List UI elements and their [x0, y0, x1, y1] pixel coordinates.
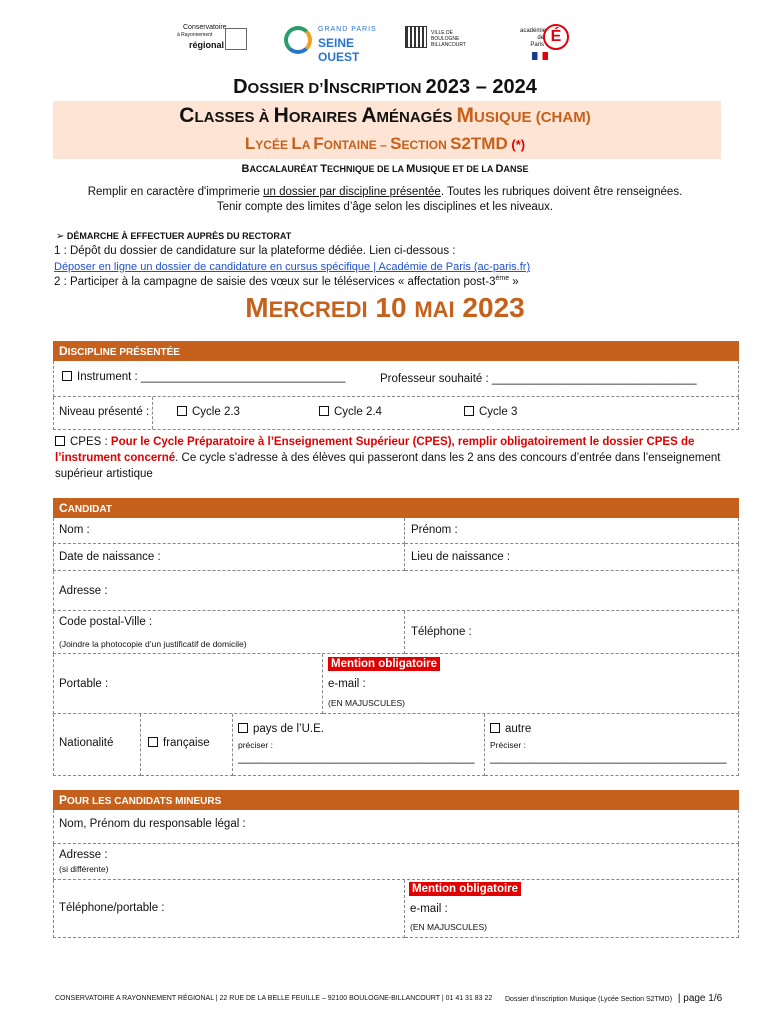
rectorat-link[interactable]: Déposer en ligne un dossier de candidature en cursus spécifique | Académie de Paris (ac-paris.fr)	[54, 261, 531, 273]
step-1: 1 : Dépôt du dossier de candidature sur la plateforme dédiée. Lien ci-dessous :	[54, 245, 456, 257]
autre-checkbox[interactable]: autre Préciser : _____________________________________	[485, 714, 739, 776]
nom-field[interactable]: Nom :	[53, 518, 405, 544]
logo-text: SEINE OUEST	[318, 36, 360, 64]
mineurs-section-header: POUR LES CANDIDATS MINEURS	[53, 790, 739, 810]
francaise-checkbox[interactable]: française	[141, 714, 233, 776]
mention-obligatoire-badge: Mention obligatoire	[328, 657, 440, 671]
instrument-row	[53, 361, 739, 397]
academie-mark: É	[543, 24, 569, 50]
logo-text: Conservatoire	[183, 24, 227, 31]
telephone-field[interactable]: Téléphone :	[405, 611, 739, 654]
checkbox-icon	[62, 371, 72, 381]
bac-title: BACCALAURÉAT TECHNIQUE DE LA MUSIQUE ET DE LA DANSE	[241, 163, 529, 175]
cycle-3-checkbox[interactable]: Cycle 3	[464, 406, 517, 418]
mineur-adresse-field[interactable]: Adresse : (si différente)	[53, 844, 739, 880]
footer-address: CONSERVATOIRE A RAYONNEMENT RÉGIONAL | 22 RUE DE LA BELLE FEUILLE – 92100 BOULOGNE-BILLANCOURT | 01 41 31 83 22	[55, 995, 493, 1002]
arrow-bullet-icon: ➢	[56, 231, 65, 242]
instrument-field[interactable]: Instrument : ________________________________	[62, 371, 346, 383]
intro-line-1: Remplir en caractère d'imprimerie un dossier par discipline présentée. Toutes les rubriques doivent être renseignées.	[87, 186, 683, 198]
majuscules-note: (EN MAJUSCULES)	[410, 922, 487, 932]
classes-title: CLASSES À HORAIRES AMÉNAGÉS MUSIQUE (CHAM)	[179, 104, 591, 127]
logo-text: académie de Paris	[520, 28, 547, 48]
gpso-mark	[284, 26, 312, 54]
mention-obligatoire-badge: Mention obligatoire	[409, 882, 521, 896]
code-postal-field[interactable]: Code postal-Ville : (Joindre la photocopie d’un justificatif de domicile)	[53, 611, 405, 654]
academie-logo	[520, 24, 575, 62]
pays-ue-checkbox[interactable]: pays de l’U.E. préciser : _____________________________________	[233, 714, 485, 776]
logo-bar	[0, 20, 770, 64]
cpes-note: CPES : Pour le Cycle Préparatoire à l’Enseignement Supérieur (CPES), remplir obligatoirement le dossier CPES de l’instrument concerné. Ce cycle s’adresse à des élèves qui passeront dans les 2 ans des concours d’entrée dans l’enseignement supérieur artistique	[55, 436, 721, 480]
logo-text: régional	[189, 40, 225, 50]
adresse-field[interactable]: Adresse :	[53, 571, 739, 611]
french-flag-icon	[532, 52, 548, 60]
professeur-field[interactable]: Professeur souhaité : ________________________________	[380, 373, 697, 385]
cpes-checkbox[interactable]	[55, 436, 70, 448]
nationalite-label: Nationalité	[53, 714, 141, 776]
logo-text: GRAND PARIS	[318, 26, 377, 33]
footer-doc-info: Dossier d’inscription Musique (Lycée Section S2TMD) | page 1/6	[505, 993, 723, 1004]
logo-mark	[225, 28, 247, 50]
lycee-title: LYCÉE LA FONTAINE – SECTION S2TMD (*)	[244, 134, 526, 153]
logo-text: à Rayonnement	[177, 32, 213, 38]
gpso-logo	[282, 24, 382, 64]
lieu-naissance-field[interactable]: Lieu de naissance :	[405, 544, 739, 571]
niveau-label: Niveau présenté :	[59, 406, 150, 418]
justificatif-note: (Joindre la photocopie d’un justificatif de domicile)	[59, 639, 247, 649]
demarche-heading: ➢ DÉMARCHE À EFFECTUER AUPRÈS DU RECTORAT	[56, 231, 292, 242]
divider	[152, 397, 153, 429]
candidat-section-header: CANDIDAT	[53, 498, 739, 518]
date-naissance-field[interactable]: Date de naissance :	[53, 544, 405, 571]
niveau-row	[53, 397, 739, 430]
majuscules-note: (EN MAJUSCULES)	[328, 698, 405, 708]
discipline-section-header: DISCIPLINE PRÉSENTÉE	[53, 341, 739, 361]
document-title: DOSSIER D’INSCRIPTION 2023 – 2024	[233, 76, 537, 98]
cycle-2-3-checkbox[interactable]: Cycle 2.3	[177, 406, 240, 418]
mineur-email-field[interactable]: Mention obligatoire e-mail : (EN MAJUSCULES)	[405, 880, 739, 938]
page-number: | page 1/6	[677, 993, 723, 1004]
si-differente-note: (si différente)	[59, 864, 109, 874]
logo-text: VILLE DE BOULOGNE BILLANCOURT	[431, 30, 466, 48]
intro-line-2: Tenir compte des limites d’âge selon les disciplines et les niveaux.	[216, 201, 554, 213]
conservatoire-logo	[175, 24, 250, 54]
step-2: 2 : Participer à la campagne de saisie des vœux sur le téléservices « affectation post-3ème »	[54, 275, 519, 288]
boulogne-mark	[405, 26, 427, 48]
prenom-field[interactable]: Prénom :	[405, 518, 739, 544]
portable-field[interactable]: Portable :	[53, 654, 323, 714]
cycle-2-4-checkbox[interactable]: Cycle 2.4	[319, 406, 382, 418]
mineur-telephone-field[interactable]: Téléphone/portable :	[53, 880, 405, 938]
boulogne-logo	[405, 24, 465, 50]
deadline-date: MERCREDI 10 MAI 2023	[245, 292, 525, 323]
responsable-field[interactable]: Nom, Prénom du responsable légal :	[53, 810, 739, 844]
email-field[interactable]: Mention obligatoire e-mail : (EN MAJUSCULES)	[323, 654, 739, 714]
